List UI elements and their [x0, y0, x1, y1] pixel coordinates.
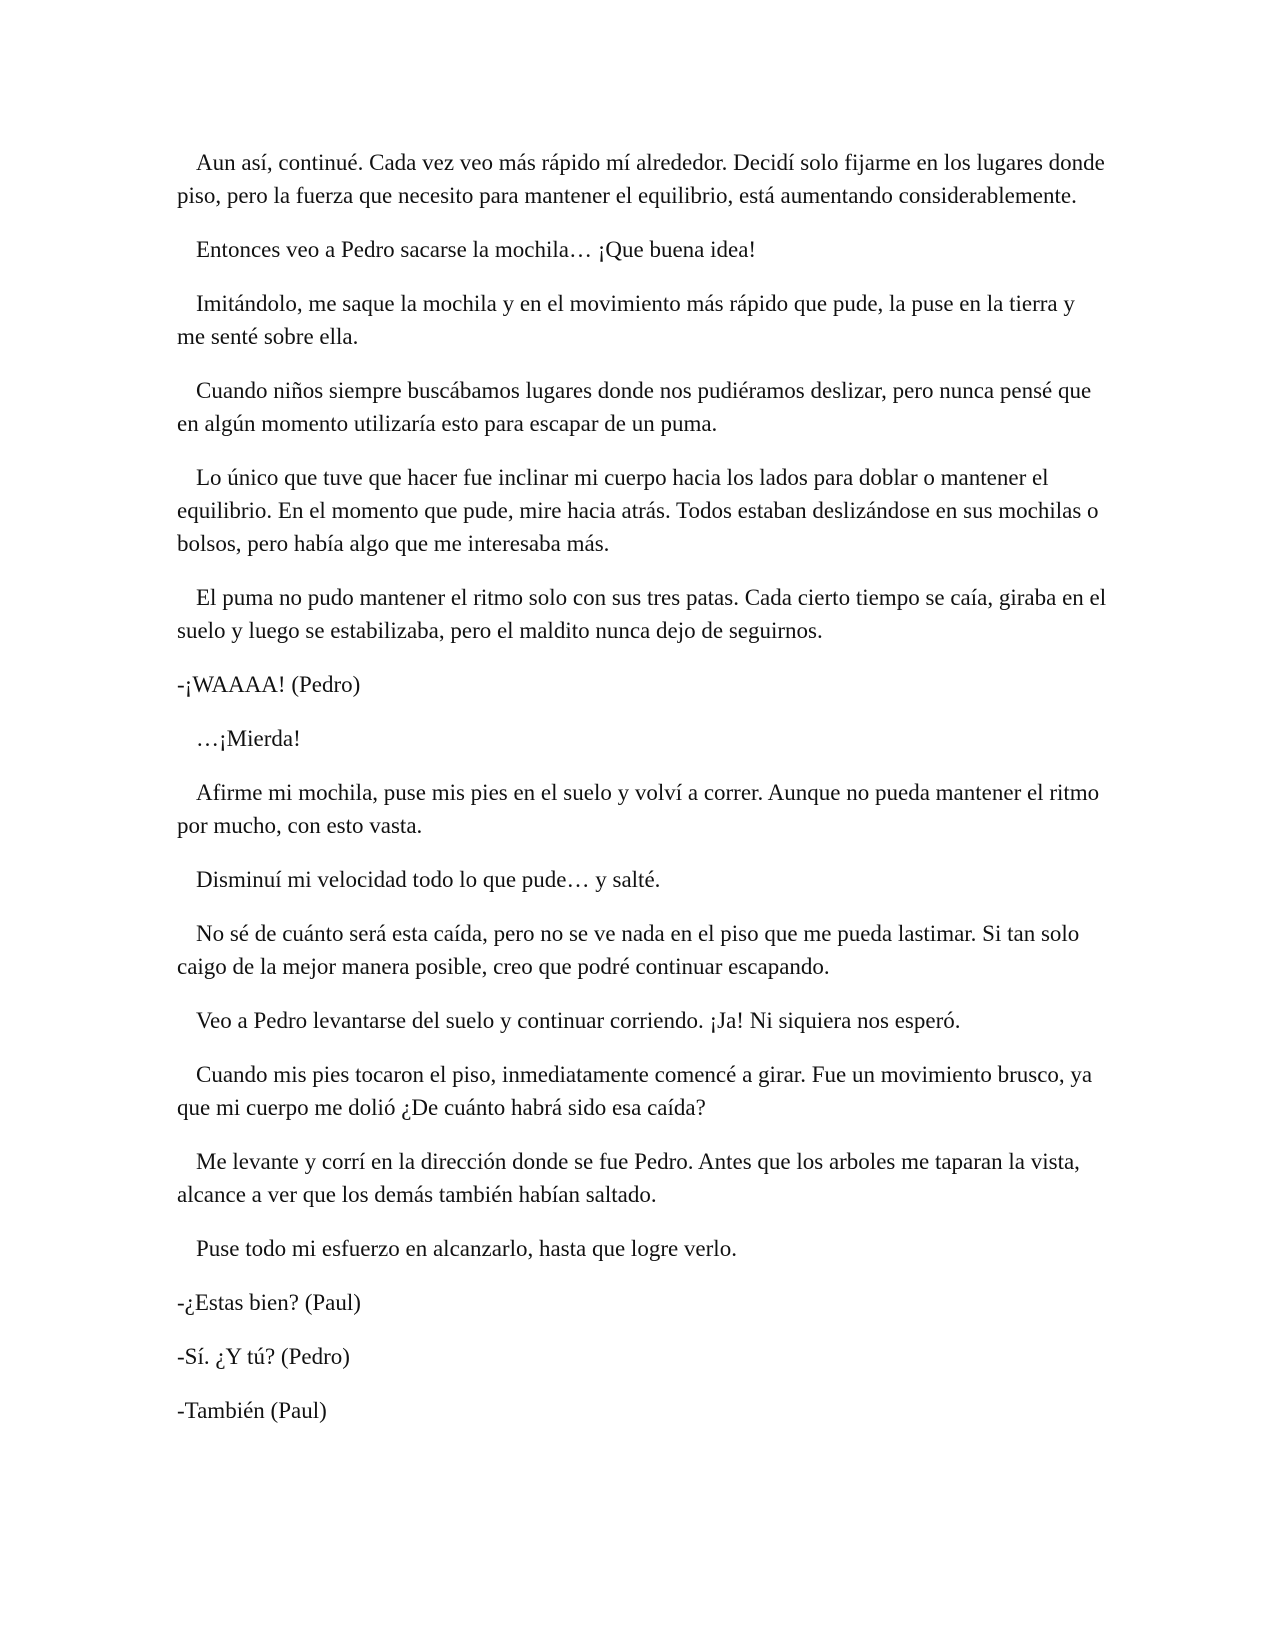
paragraph: Aun así, continué. Cada vez veo más rápido mí alrededor. Decidí solo fijarme en los lugares donde piso, pero la fuerza que necesito para mantener el equilibrio, está aumentando considerablemente. — [177, 150, 1105, 208]
paragraph: Cuando niños siempre buscábamos lugares donde nos pudiéramos deslizar, pero nunca pensé que en algún momento utilizaría esto para escapar de un puma. — [177, 378, 1092, 436]
paragraph: Imitándolo, me saque la mochila y en el movimiento más rápido que pude, la puse en la tierra y me senté sobre ella. — [177, 291, 1075, 349]
paragraph: Entonces veo a Pedro sacarse la mochila… ¡Que buena idea! — [196, 237, 757, 262]
document-page — [177, 146, 1107, 1448]
dialogue-line: -También (Paul) — [177, 1398, 327, 1423]
paragraph: Cuando mis pies tocaron el piso, inmediatamente comencé a girar. Fue un movimiento brusco, ya que mi cuerpo me dolió ¿De cuánto habrá sido esa caída? — [177, 1062, 1093, 1120]
paragraph: Disminuí mi velocidad todo lo que pude… y salté. — [196, 867, 661, 892]
paragraph: No sé de cuánto será esta caída, pero no se ve nada en el piso que me pueda lastimar. Si tan solo caigo de la mejor manera posible, creo que podré continuar escapando. — [177, 921, 1080, 979]
dialogue-line: -¿Estas bien? (Paul) — [177, 1290, 361, 1315]
paragraph: Lo único que tuve que hacer fue inclinar mi cuerpo hacia los lados para doblar o mantener el equilibrio. En el momento que pude, mire hacia atrás. Todos estaban deslizándose en sus mochilas o bolsos, pero había algo que me interesaba más. — [177, 465, 1099, 556]
paragraph: Afirme mi mochila, puse mis pies en el suelo y volví a correr. Aunque no pueda mantener el ritmo por mucho, con esto vasta. — [177, 780, 1100, 838]
paragraph: Me levante y corrí en la dirección donde se fue Pedro. Antes que los arboles me taparan la vista, alcance a ver que los demás también habían saltado. — [177, 1149, 1080, 1207]
paragraph: …¡Mierda! — [196, 726, 301, 751]
dialogue-line: -¡WAAAA! (Pedro) — [177, 672, 361, 697]
paragraph: Puse todo mi esfuerzo en alcanzarlo, hasta que logre verlo. — [196, 1236, 737, 1261]
dialogue-line: -Sí. ¿Y tú? (Pedro) — [177, 1344, 350, 1369]
paragraph: El puma no pudo mantener el ritmo solo con sus tres patas. Cada cierto tiempo se caía, giraba en el suelo y luego se estabilizaba, pero el maldito nunca dejo de seguirnos. — [177, 585, 1107, 643]
paragraph: Veo a Pedro levantarse del suelo y continuar corriendo. ¡Ja! Ni siquiera nos esperó. — [196, 1008, 961, 1033]
